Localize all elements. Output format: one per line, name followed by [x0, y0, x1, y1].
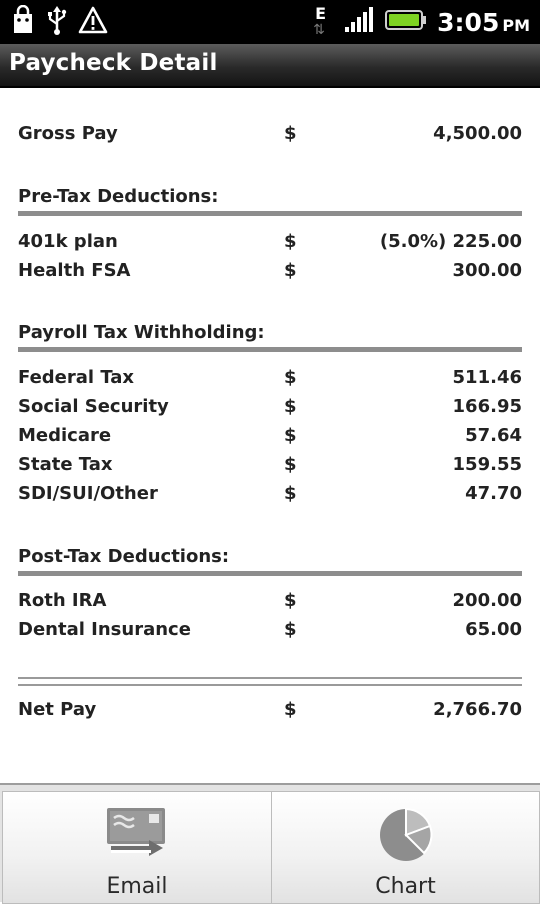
net-pay-row — [18, 699, 522, 727]
tax-amount: 159.55 — [452, 454, 522, 475]
payroll-tax-row-federal — [18, 367, 522, 395]
net-pay-divider-bottom — [18, 684, 522, 686]
tax-label: SDI/SUI/Other — [18, 483, 158, 504]
section-divider — [18, 347, 522, 352]
tax-amount: 511.46 — [452, 367, 522, 388]
battery-icon — [385, 9, 427, 35]
currency-symbol: $ — [284, 483, 297, 504]
gross-pay-amount: 4,500.00 — [433, 123, 522, 144]
gross-pay-row — [18, 123, 522, 151]
currency-symbol: $ — [284, 260, 297, 281]
deduction-amount: 65.00 — [465, 619, 522, 640]
currency-symbol: $ — [284, 454, 297, 475]
payroll-tax-row-medicare — [18, 425, 522, 453]
deduction-amount: 300.00 — [452, 260, 522, 281]
pre-tax-section-title: Pre-Tax Deductions: — [18, 186, 219, 207]
section-divider — [18, 571, 522, 576]
currency-symbol: $ — [284, 231, 297, 252]
post-tax-section-title: Post-Tax Deductions: — [18, 546, 230, 567]
post-tax-row-dental — [18, 619, 522, 647]
chart-button-label: Chart — [375, 874, 436, 899]
currency-symbol: $ — [284, 123, 297, 144]
tax-label: Social Security — [18, 396, 169, 417]
payroll-tax-row-social-security — [18, 396, 522, 424]
paycheck-detail-panel — [0, 88, 540, 783]
pie-chart-icon — [377, 806, 435, 868]
tax-label: Federal Tax — [18, 367, 135, 388]
deduction-label: Health FSA — [18, 260, 131, 281]
tax-amount: 47.70 — [465, 483, 522, 504]
email-button-label: Email — [106, 874, 168, 899]
warning-icon — [78, 5, 108, 39]
deduction-amount: (5.0%) 225.00 — [379, 231, 522, 252]
tax-amount: 57.64 — [465, 425, 522, 446]
currency-symbol: $ — [284, 699, 297, 720]
pre-tax-row-health-fsa — [18, 260, 522, 288]
currency-symbol: $ — [284, 619, 297, 640]
currency-symbol: $ — [284, 367, 297, 388]
tax-label: Medicare — [18, 425, 112, 446]
title-bar — [0, 44, 540, 88]
currency-symbol: $ — [284, 425, 297, 446]
deduction-label: Roth IRA — [18, 590, 107, 611]
email-icon — [105, 806, 169, 862]
status-bar — [0, 0, 540, 44]
post-tax-row-roth-ira — [18, 590, 522, 618]
currency-symbol: $ — [284, 396, 297, 417]
section-divider — [18, 211, 522, 216]
net-pay-label: Net Pay — [18, 699, 97, 720]
payroll-tax-row-state — [18, 454, 522, 482]
network-e-icon: E ⇅ — [313, 4, 327, 38]
clock: 3:05 PM — [437, 7, 530, 37]
signal-bars-icon — [343, 7, 375, 37]
email-button[interactable] — [2, 791, 272, 904]
page-title: Paycheck Detail — [9, 50, 218, 76]
net-pay-divider-top — [18, 677, 522, 679]
payroll-tax-section-title: Payroll Tax Withholding: — [18, 322, 265, 343]
tax-amount: 166.95 — [452, 396, 522, 417]
payroll-tax-row-sdi — [18, 483, 522, 511]
tax-label: State Tax — [18, 454, 113, 475]
pre-tax-row-401k — [18, 231, 522, 259]
usb-icon — [46, 4, 68, 40]
deduction-amount: 200.00 — [452, 590, 522, 611]
net-pay-amount: 2,766.70 — [433, 699, 522, 720]
shopping-bag-icon — [10, 5, 36, 39]
bottom-action-bar — [0, 783, 540, 902]
deduction-label: Dental Insurance — [18, 619, 191, 640]
chart-button[interactable] — [271, 791, 540, 904]
deduction-label: 401k plan — [18, 231, 118, 252]
currency-symbol: $ — [284, 590, 297, 611]
gross-pay-label: Gross Pay — [18, 123, 118, 144]
